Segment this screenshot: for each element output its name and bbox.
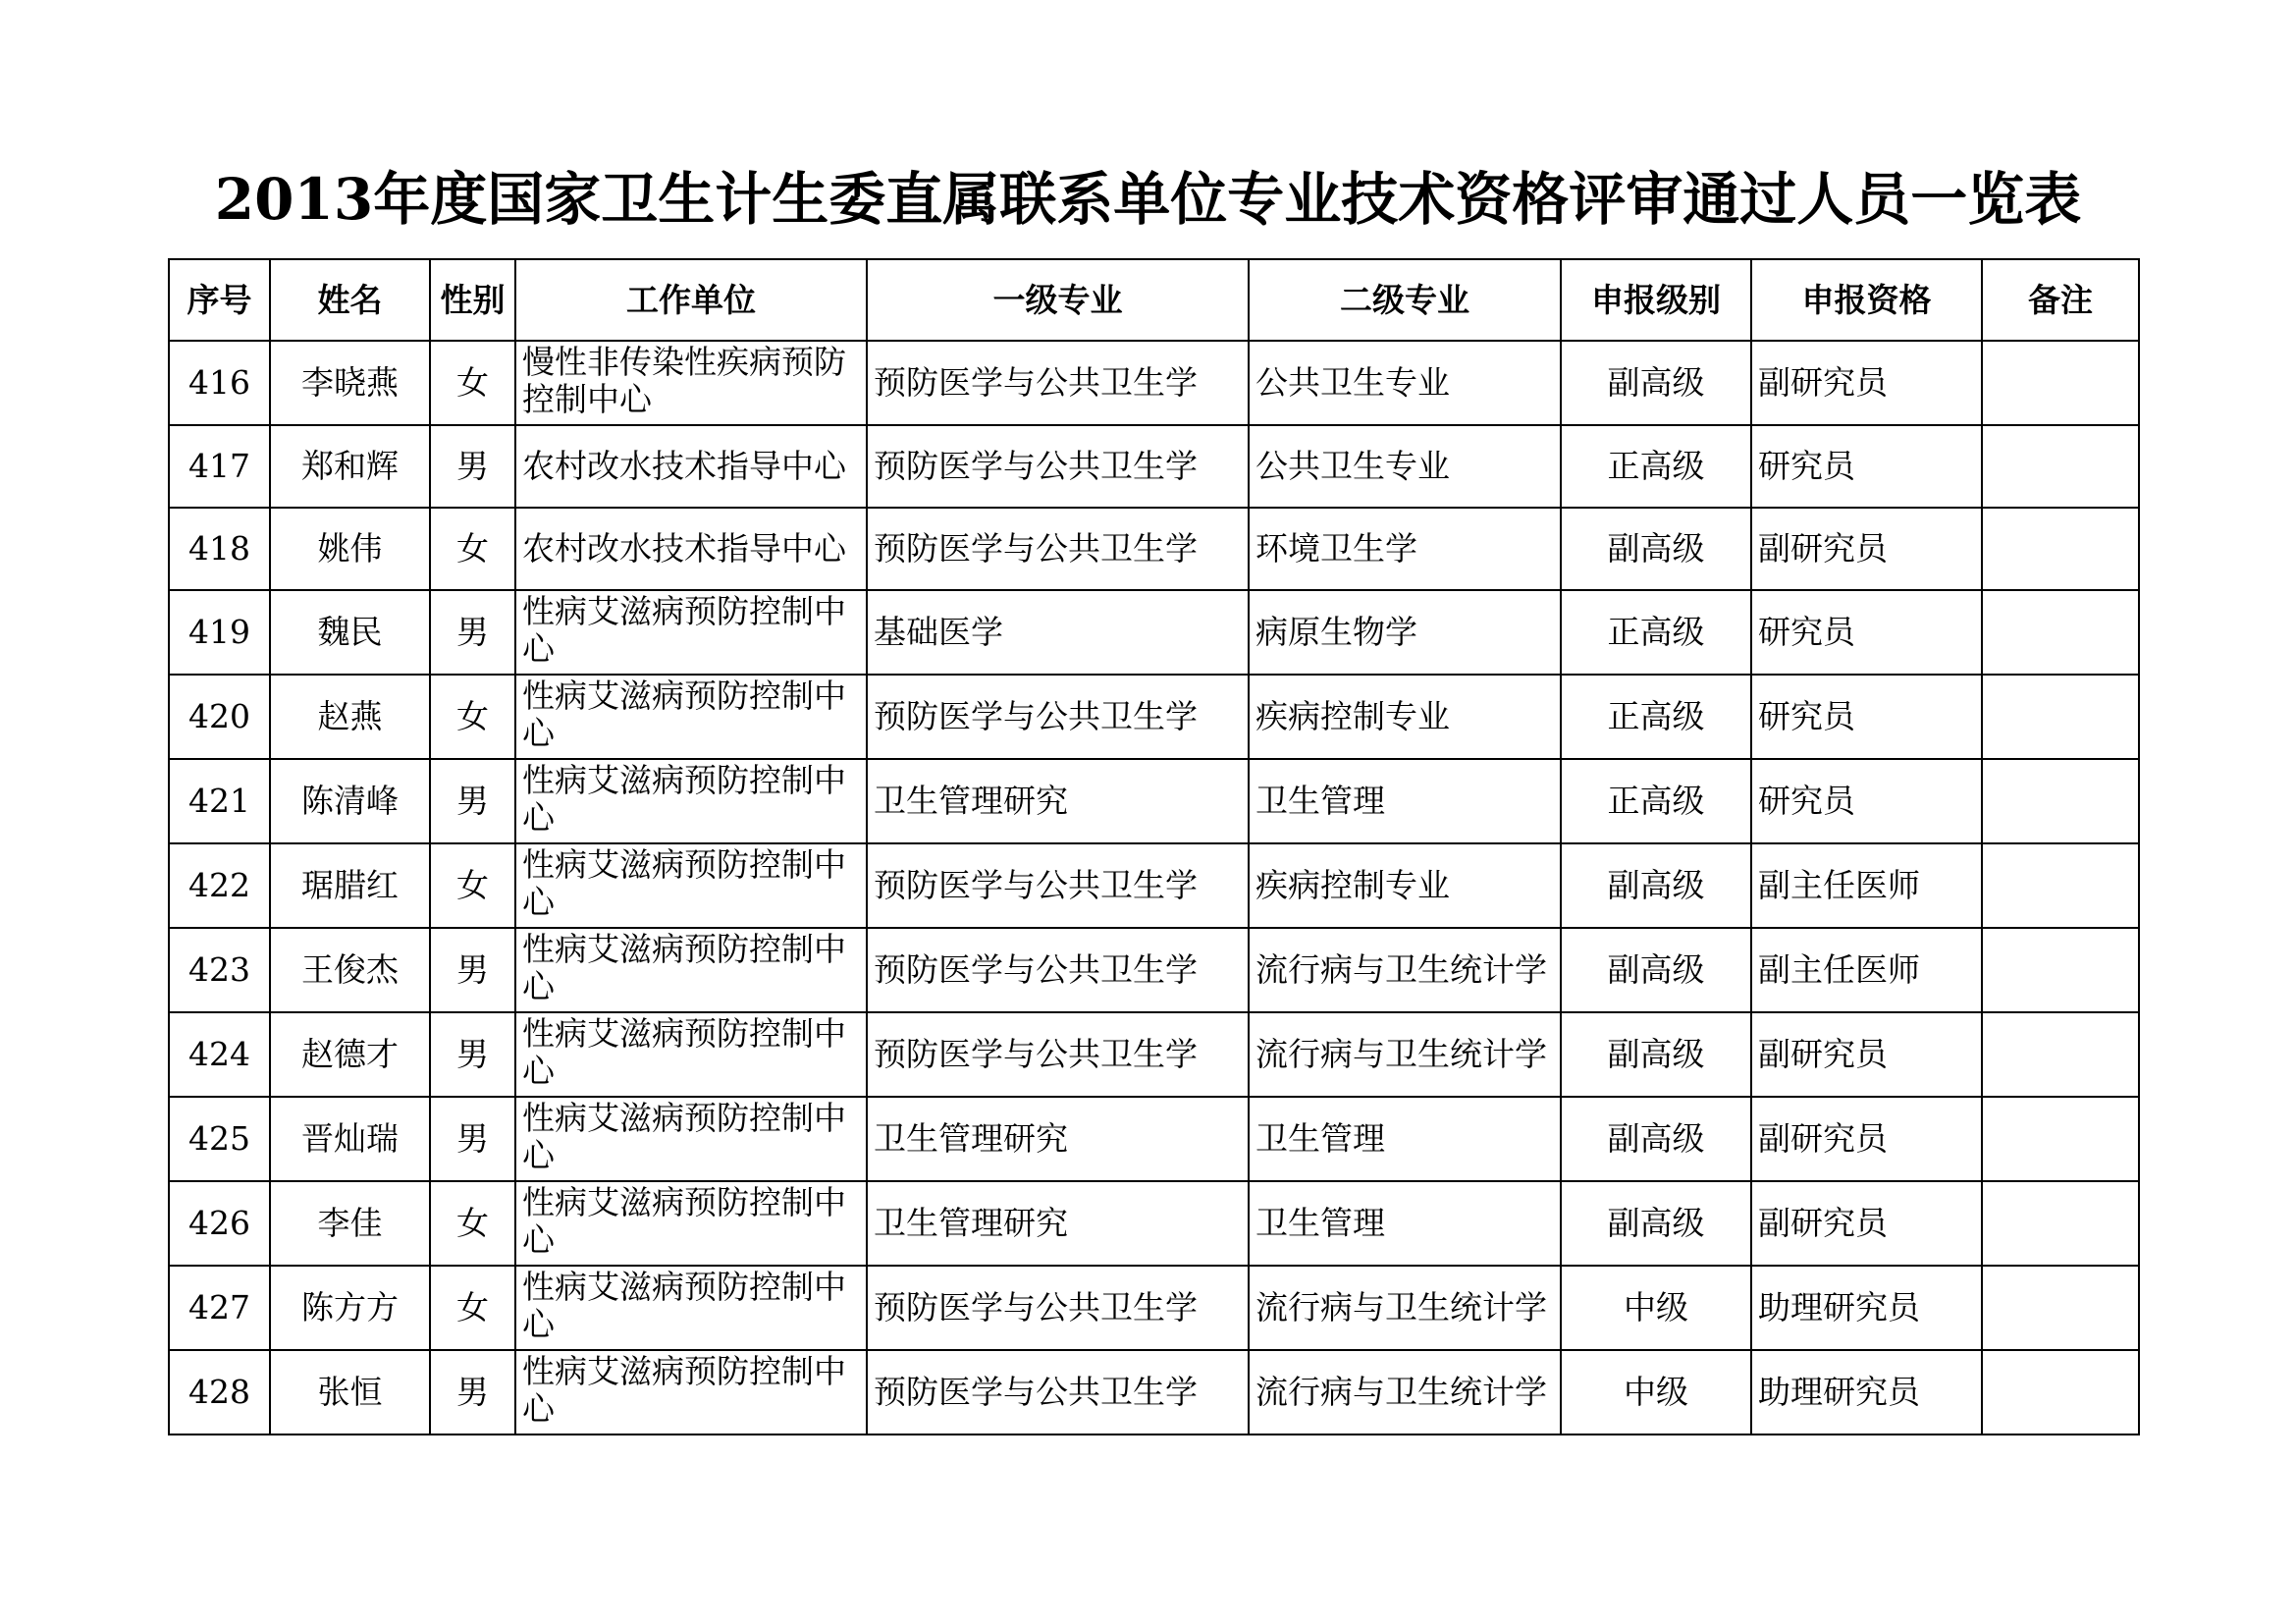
cell-qualification: 副研究员 xyxy=(1751,341,1982,425)
table-row xyxy=(169,1181,2139,1266)
cell-gender: 女 xyxy=(430,1266,515,1350)
table-row xyxy=(169,508,2139,590)
cell-level: 中级 xyxy=(1561,1266,1751,1350)
cell-no: 427 xyxy=(169,1266,270,1350)
cell-gender: 男 xyxy=(430,1350,515,1435)
header-name: 姓名 xyxy=(270,259,430,341)
cell-major1: 预防医学与公共卫生学 xyxy=(867,425,1249,508)
table-row xyxy=(169,341,2139,425)
cell-major2: 流行病与卫生统计学 xyxy=(1249,1350,1561,1435)
cell-name: 陈清峰 xyxy=(270,759,430,843)
cell-no: 428 xyxy=(169,1350,270,1435)
cell-gender: 男 xyxy=(430,1097,515,1181)
cell-no: 417 xyxy=(169,425,270,508)
cell-gender: 男 xyxy=(430,759,515,843)
cell-major2: 流行病与卫生统计学 xyxy=(1249,928,1561,1012)
cell-unit: 慢性非传染性疾病预防控制中心 xyxy=(515,341,867,425)
cell-remark xyxy=(1982,759,2139,843)
cell-gender: 男 xyxy=(430,590,515,675)
cell-major2: 卫生管理 xyxy=(1249,1097,1561,1181)
cell-unit: 性病艾滋病预防控制中心 xyxy=(515,1266,867,1350)
cell-remark xyxy=(1982,1012,2139,1097)
cell-no: 423 xyxy=(169,928,270,1012)
table-row xyxy=(169,1350,2139,1435)
roster-table xyxy=(168,258,2140,1435)
cell-name: 琚腊红 xyxy=(270,843,430,928)
cell-unit: 性病艾滋病预防控制中心 xyxy=(515,1181,867,1266)
cell-unit: 性病艾滋病预防控制中心 xyxy=(515,1097,867,1181)
header-major2: 二级专业 xyxy=(1249,259,1561,341)
table-row xyxy=(169,590,2139,675)
cell-unit: 农村改水技术指导中心 xyxy=(515,425,867,508)
cell-no: 421 xyxy=(169,759,270,843)
cell-name: 赵燕 xyxy=(270,675,430,759)
cell-gender: 男 xyxy=(430,1012,515,1097)
cell-major2: 公共卫生专业 xyxy=(1249,425,1561,508)
header-major1: 一级专业 xyxy=(867,259,1249,341)
cell-major2: 疾病控制专业 xyxy=(1249,675,1561,759)
cell-gender: 女 xyxy=(430,341,515,425)
cell-name: 魏民 xyxy=(270,590,430,675)
cell-qualification: 副主任医师 xyxy=(1751,928,1982,1012)
header-no: 序号 xyxy=(169,259,270,341)
cell-qualification: 研究员 xyxy=(1751,590,1982,675)
cell-major1: 预防医学与公共卫生学 xyxy=(867,1012,1249,1097)
cell-major1: 预防医学与公共卫生学 xyxy=(867,341,1249,425)
cell-level: 副高级 xyxy=(1561,1181,1751,1266)
cell-name: 晋灿瑞 xyxy=(270,1097,430,1181)
cell-remark xyxy=(1982,675,2139,759)
cell-name: 王俊杰 xyxy=(270,928,430,1012)
cell-qualification: 研究员 xyxy=(1751,759,1982,843)
cell-remark xyxy=(1982,425,2139,508)
cell-no: 424 xyxy=(169,1012,270,1097)
cell-name: 陈方方 xyxy=(270,1266,430,1350)
header-gender: 性别 xyxy=(430,259,515,341)
cell-remark xyxy=(1982,1350,2139,1435)
cell-level: 正高级 xyxy=(1561,590,1751,675)
cell-remark xyxy=(1982,590,2139,675)
cell-qualification: 助理研究员 xyxy=(1751,1350,1982,1435)
table-row xyxy=(169,1097,2139,1181)
cell-gender: 女 xyxy=(430,675,515,759)
cell-no: 418 xyxy=(169,508,270,590)
header-remark: 备注 xyxy=(1982,259,2139,341)
cell-remark xyxy=(1982,928,2139,1012)
cell-qualification: 助理研究员 xyxy=(1751,1266,1982,1350)
cell-name: 张恒 xyxy=(270,1350,430,1435)
cell-level: 正高级 xyxy=(1561,759,1751,843)
cell-gender: 男 xyxy=(430,928,515,1012)
cell-remark xyxy=(1982,1266,2139,1350)
cell-major2: 卫生管理 xyxy=(1249,759,1561,843)
cell-no: 425 xyxy=(169,1097,270,1181)
table-row xyxy=(169,1266,2139,1350)
cell-level: 副高级 xyxy=(1561,508,1751,590)
cell-qualification: 副研究员 xyxy=(1751,1181,1982,1266)
cell-major2: 流行病与卫生统计学 xyxy=(1249,1266,1561,1350)
cell-level: 中级 xyxy=(1561,1350,1751,1435)
cell-gender: 女 xyxy=(430,843,515,928)
cell-unit: 性病艾滋病预防控制中心 xyxy=(515,843,867,928)
cell-major1: 卫生管理研究 xyxy=(867,1097,1249,1181)
cell-major2: 疾病控制专业 xyxy=(1249,843,1561,928)
cell-major1: 预防医学与公共卫生学 xyxy=(867,843,1249,928)
cell-level: 副高级 xyxy=(1561,928,1751,1012)
table-row xyxy=(169,675,2139,759)
cell-unit: 性病艾滋病预防控制中心 xyxy=(515,759,867,843)
cell-unit: 性病艾滋病预防控制中心 xyxy=(515,1012,867,1097)
header-row xyxy=(169,259,2139,341)
cell-remark xyxy=(1982,341,2139,425)
cell-unit: 性病艾滋病预防控制中心 xyxy=(515,928,867,1012)
cell-level: 副高级 xyxy=(1561,341,1751,425)
cell-name: 李佳 xyxy=(270,1181,430,1266)
cell-qualification: 副主任医师 xyxy=(1751,843,1982,928)
cell-qualification: 副研究员 xyxy=(1751,508,1982,590)
cell-no: 420 xyxy=(169,675,270,759)
cell-unit: 性病艾滋病预防控制中心 xyxy=(515,1350,867,1435)
cell-no: 426 xyxy=(169,1181,270,1266)
cell-remark xyxy=(1982,1181,2139,1266)
cell-major1: 预防医学与公共卫生学 xyxy=(867,928,1249,1012)
cell-major1: 预防医学与公共卫生学 xyxy=(867,508,1249,590)
cell-name: 赵德才 xyxy=(270,1012,430,1097)
cell-remark xyxy=(1982,1097,2139,1181)
page-title: 2013年度国家卫生计生委直属联系单位专业技术资格评审通过人员一览表 xyxy=(214,166,2082,233)
cell-major1: 卫生管理研究 xyxy=(867,759,1249,843)
cell-level: 正高级 xyxy=(1561,675,1751,759)
cell-major1: 预防医学与公共卫生学 xyxy=(867,1350,1249,1435)
cell-qualification: 研究员 xyxy=(1751,425,1982,508)
cell-qualification: 副研究员 xyxy=(1751,1012,1982,1097)
cell-qualification: 副研究员 xyxy=(1751,1097,1982,1181)
table-row xyxy=(169,843,2139,928)
cell-unit: 性病艾滋病预防控制中心 xyxy=(515,590,867,675)
cell-level: 副高级 xyxy=(1561,1097,1751,1181)
cell-name: 李晓燕 xyxy=(270,341,430,425)
cell-name: 姚伟 xyxy=(270,508,430,590)
cell-major2: 环境卫生学 xyxy=(1249,508,1561,590)
cell-no: 419 xyxy=(169,590,270,675)
table-row xyxy=(169,759,2139,843)
cell-gender: 女 xyxy=(430,1181,515,1266)
cell-level: 副高级 xyxy=(1561,1012,1751,1097)
header-unit: 工作单位 xyxy=(515,259,867,341)
header-level: 申报级别 xyxy=(1561,259,1751,341)
cell-no: 416 xyxy=(169,341,270,425)
cell-remark xyxy=(1982,508,2139,590)
cell-major2: 卫生管理 xyxy=(1249,1181,1561,1266)
header-qualification: 申报资格 xyxy=(1751,259,1982,341)
cell-remark xyxy=(1982,843,2139,928)
cell-major1: 卫生管理研究 xyxy=(867,1181,1249,1266)
table-row xyxy=(169,425,2139,508)
cell-gender: 女 xyxy=(430,508,515,590)
table-row xyxy=(169,928,2139,1012)
cell-name: 郑和辉 xyxy=(270,425,430,508)
cell-gender: 男 xyxy=(430,425,515,508)
cell-major2: 公共卫生专业 xyxy=(1249,341,1561,425)
cell-no: 422 xyxy=(169,843,270,928)
cell-qualification: 研究员 xyxy=(1751,675,1982,759)
cell-unit: 农村改水技术指导中心 xyxy=(515,508,867,590)
cell-major1: 基础医学 xyxy=(867,590,1249,675)
cell-major1: 预防医学与公共卫生学 xyxy=(867,675,1249,759)
cell-major1: 预防医学与公共卫生学 xyxy=(867,1266,1249,1350)
cell-major2: 流行病与卫生统计学 xyxy=(1249,1012,1561,1097)
cell-unit: 性病艾滋病预防控制中心 xyxy=(515,675,867,759)
cell-level: 副高级 xyxy=(1561,843,1751,928)
cell-level: 正高级 xyxy=(1561,425,1751,508)
cell-major2: 病原生物学 xyxy=(1249,590,1561,675)
table-row xyxy=(169,1012,2139,1097)
